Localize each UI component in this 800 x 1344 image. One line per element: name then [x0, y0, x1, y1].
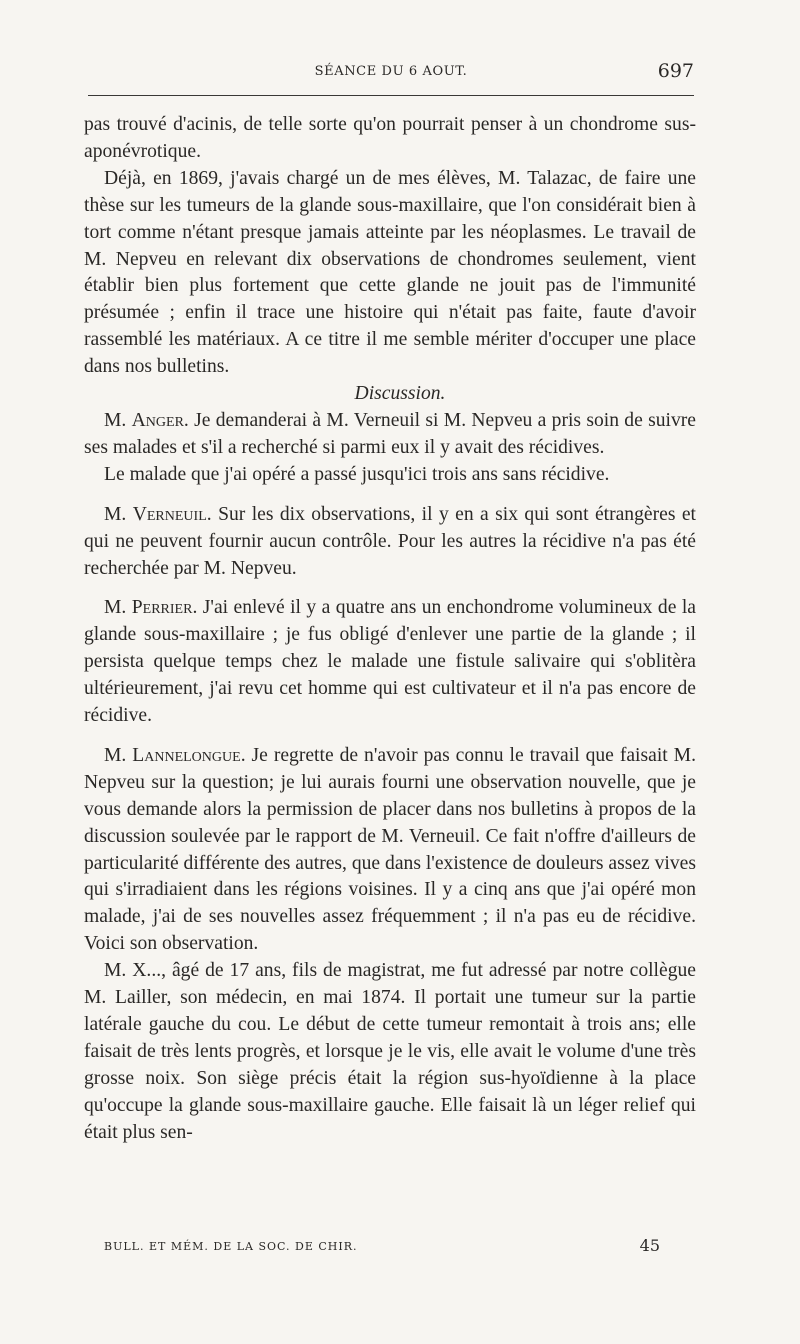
header-rule [88, 95, 694, 96]
speaker-text: . Sur les dix observations, il y en a six qui sont étrangères et qui ne peuvent fournir aucun contrôle. Pour les autres la récidive n'a pas été recherchée par M. Nepveu. [84, 503, 696, 579]
speaker-name-perrier: Perrier [131, 597, 193, 619]
sheet-number: 45 [639, 1236, 660, 1255]
speaker-prefix: M. [104, 744, 133, 766]
page-body [84, 112, 696, 1147]
paragraph-continuation: pas trouvé d'acinis, de telle sorte qu'on pourrait penser à un chondrome sus-aponévrotique. [84, 114, 696, 162]
page-header [88, 60, 694, 88]
paragraph-verneuil [84, 502, 696, 583]
page-footer [104, 1236, 660, 1258]
speaker-prefix: M. [104, 409, 132, 431]
speaker-name-lannelongue: Lannelongue [132, 744, 241, 766]
paragraph-anger [84, 408, 696, 462]
paragraph-perrier [84, 595, 696, 730]
section-heading: Discussion. [354, 383, 446, 405]
paragraph-report-conclusion: Déjà, en 1869, j'avais chargé un de mes élèves, M. Talazac, de faire une thèse sur les tumeurs de la glande sous-maxillaire, que l'on considérait bien à tort comme n'étant presque jamais atteinte par les néoplasmes. Le travail de M. Nepveu en relevant dix observations de chondromes seulement, vient établir bien plus fortement que cette glande ne jouit pas de l'immunité présumée ; enfin il trace une histoire qui n'était pas faite, faute d'avoir rassemblé les matériaux. A ce titre il me semble mériter d'occuper une place dans nos bulletins. [84, 167, 696, 378]
speaker-name-anger: Anger [131, 409, 184, 431]
speaker-text: . Je regrette de n'avoir pas connu le travail que faisait M. Nepveu sur la question; je lui aurais fourni une observation nouvelle, que je vous demande alors la permission de placer dans nos bulletins à propos de la discussion soulevée par le rapport de M. Verneuil. Ce fait n'offre d'ailleurs de particularité différente des autres, que dans l'existence de douleurs assez vives qui s'irradiaient dans les régions voisines. Il y a cinq ans que j'ai opéré mon malade, j'ai de ses nouvelles assez fréquemment ; il n'a pas eu de récidive. Voici son observation. [84, 744, 696, 955]
speaker-text: . J'ai enlevé il y a quatre ans un enchondrome volumineux de la glande sous-maxillaire ; je fus obligé d'enlever une partie de la glande ; il persista quelque temps chez le malade une fistule salivaire qui s'oblitèra ultérieurement, j'ai revu cet homme qui est cultivateur et il n'a pas encore de récidive. [84, 597, 696, 727]
paragraph-anger-continued: Le malade que j'ai opéré a passé jusqu'ici trois ans sans récidive. [104, 463, 610, 485]
paragraph-lannelongue [84, 743, 696, 958]
paragraph-case-report: M. X..., âgé de 17 ans, fils de magistrat, me fut adressé par notre collègue M. Lailler, son médecin, en mai 1874. Il portait une tumeur sur la partie latérale gauche du cou. Le début de cette tumeur remontait à trois ans; elle faisait de très lents progrès, et lorsque je le vis, elle avait le volume d'une très grosse noix. Son siège précis était la région sus-hyoïdienne à la place qu'occupe la glande sous-maxillaire gauche. Elle faisait là un léger relief qui était plus sen- [84, 960, 696, 1143]
speaker-text: . Je demanderai à M. Verneuil si M. Nepveu a pris soin de suivre ses malades et s'il a recherché si parmi eux il y avait des récidives. [84, 409, 696, 458]
signature-line: BULL. ET MÉM. DE LA SOC. DE CHIR. [104, 1240, 358, 1253]
page-number: 697 [657, 60, 694, 82]
speaker-name-verneuil: Verneuil [132, 503, 207, 525]
speaker-prefix: M. [104, 597, 132, 619]
running-title: SÉANCE DU 6 AOUT. [314, 64, 468, 79]
speaker-prefix: M. [104, 503, 133, 525]
